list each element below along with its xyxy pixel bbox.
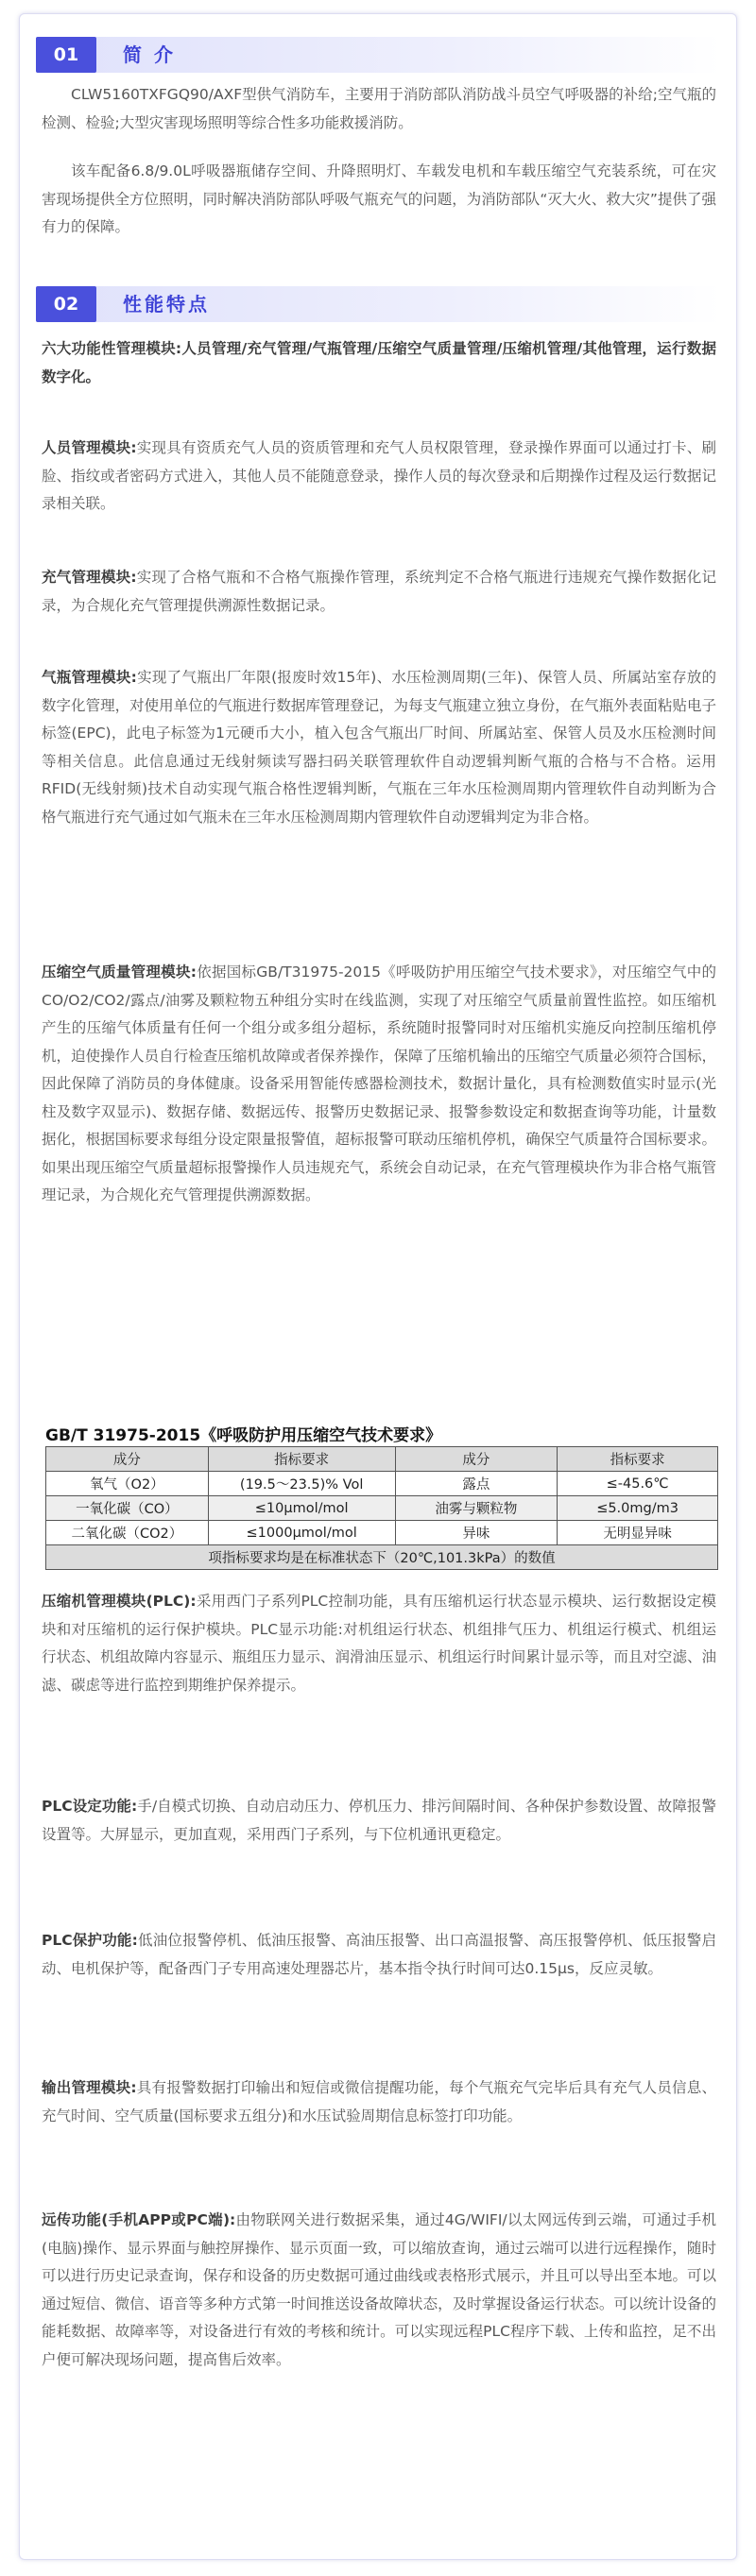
intro-paragraph-2: 该车配备6.8/9.0L呼吸器瓶储存空间、升降照明灯、车载发电机和车载压缩空气充装系统，可在灾害现场提供全方位照明，同时解决消防部队呼吸气瓶充气的问题，为消防部队“灭大火、救大灾”提供了强有力的保障。 (42, 162, 716, 235)
table-header-cell: 指标要求 (558, 1447, 718, 1472)
module-label: 充气管理模块: (42, 569, 137, 586)
module-text: 具有报警数据打印输出和短信或微信提醒功能，每个气瓶充气完毕后具有充气人员信息、充气时间、空气质量(国标要求五组分)和水压试验周期信息标签打印功能。 (42, 2079, 716, 2124)
table-cell: 无明显异味 (558, 1521, 718, 1545)
compressor-module (42, 1588, 716, 1699)
features-summary: 六大功能性管理模块:人员管理/充气管理/气瓶管理/压缩空气质量管理/压缩机管理/其他管理，运行数据数字化。 (42, 340, 716, 385)
module-text: 低油位报警停机、低油压报警、高油压报警、出口高温报警、高压报警停机、低压报警启动、电机保护等，配备西门子专用高速处理器芯片，基本指令执行时间可达0.15μs，反应灵敏。 (42, 1932, 716, 1977)
module-label: 人员管理模块: (42, 439, 137, 456)
air-quality-module (42, 959, 716, 1210)
module-label: 压缩空气质量管理模块: (42, 964, 197, 981)
module-label: 输出管理模块: (42, 2079, 137, 2096)
table-row (46, 1496, 718, 1521)
module-text: 依据国标GB/T31975-2015《呼吸防护用压缩空气技术要求》，对压缩空气中的CO/O2/CO2/露点/油雾及颗粒物五种组分实时在线监测，实现了对压缩空气质量前置性监控。如压缩机产生的压缩气体质量有任何一个组分或多组分超标，系统随时报警同时对压缩机实施反向控制压缩机停机，迫使操作人员自行检查压缩机故障或者保养操作，保障了压缩机输出的压缩空气质量必须符合国标，因此保障了消防员的身体健康。设备采用智能传感器检测技术，数据计量化，具有检测数值实时显示(光柱及数字双显示)、数据存储、数据远传、报警历史数据记录、报警参数设定和数据查询等功能，计量数据化，根据国标要求每组分设定限量报警值，超标报警可联动压缩机停机，确保空气质量符合国标要求。如果出现压缩空气质量超标报警操作人员违规充气，系统会自动记录，在充气管理模块作为非合格气瓶管理记录，为合规化充气管理提供溯源数据。 (42, 964, 717, 1203)
module-label: PLC设定功能: (42, 1798, 138, 1815)
table-cell: 二氧化碳（CO2） (46, 1521, 209, 1545)
module-label: 远传功能(手机APP或PC端): (42, 2211, 236, 2228)
table-header-cell: 指标要求 (208, 1447, 395, 1472)
section-title: 性能特点 (123, 293, 210, 316)
remote-function (42, 2207, 716, 2374)
table-footnote-row (46, 1545, 718, 1570)
section-number: 02 (36, 286, 96, 322)
table-cell: ≤5.0mg/m3 (558, 1496, 718, 1521)
module-label: 压缩机管理模块(PLC): (42, 1593, 197, 1610)
table-cell: 油雾与颗粒物 (395, 1496, 558, 1521)
table-cell: (19.5～23.5)% Vol (208, 1472, 395, 1496)
table-cell: 一氧化碳（CO） (46, 1496, 209, 1521)
table-cell: ≤-45.6℃ (558, 1472, 718, 1496)
module-text: 实现具有资质充气人员的资质管理和充气人员权限管理，登录操作界面可以通过打卡、刷脸、指纹或者密码方式进入，其他人员不能随意登录，操作人员的每次登录和后期操作过程及运行数据记录相关联。 (42, 439, 716, 512)
table-header-cell: 成分 (46, 1447, 209, 1472)
cylinder-module (42, 664, 716, 831)
personnel-module (42, 435, 716, 519)
filling-module (42, 564, 716, 620)
intro-paragraph-1: CLW5160TXFGQ90/AXF型供气消防车，主要用于消防部队消防战斗员空气呼吸器的补给;空气瓶的检测、检验;大型灾害现场照明等综合性多功能救援消防。 (42, 86, 716, 131)
table-cell: 异味 (395, 1521, 558, 1545)
table-header-cell: 成分 (395, 1447, 558, 1472)
module-label: PLC保护功能: (42, 1932, 138, 1949)
module-label: 气瓶管理模块: (42, 669, 137, 686)
module-text: 手/自模式切换、自动启动压力、停机压力、排污间隔时间、各种保护参数设置、故障报警设置等。大屏显示，更加直观，采用西门子系列，与下位机通讯更稳定。 (42, 1798, 716, 1843)
section-number: 01 (36, 37, 96, 73)
module-text: 实现了气瓶出厂年限(报废时效15年)、水压检测周期(三年)、保管人员、所属站室存放的数字化管理，对使用单位的气瓶进行数据库管理登记，为每支气瓶建立独立身份，在气瓶外表面粘贴电子标签(EPC)，此电子标签为1元硬币大小，植入包含气瓶出厂时间、所属站室、保管人员及水压检测时间等相关信息。此信息通过无线射频读写器扫码关联管理软件自动逻辑判断气瓶的合格与不合格。运用RFID(无线射频)技术自动实现气瓶合格性逻辑判断，气瓶在三年水压检测周期内管理软件自动判断为合格气瓶进行充气通过如气瓶未在三年水压检测周期内管理软件自动逻辑判定为非合格。 (42, 669, 716, 826)
table-cell: 氧气（O2） (46, 1472, 209, 1496)
table-cell: ≤10μmol/mol (208, 1496, 395, 1521)
table-row (46, 1521, 718, 1545)
table-row (46, 1472, 718, 1496)
air-quality-standard-table (45, 1446, 718, 1570)
plc-protect-function (42, 1927, 716, 1983)
output-module (42, 2074, 716, 2130)
section-header-features (36, 286, 721, 322)
module-text: 由物联网关进行数据采集，通过4G/WIFI/以太网远传到云端，可通过手机(电脑)操作、显示界面与触控屏操作、显示页面一致，可以缩放查询，通过云端可以进行远程操作，随时可以进行历史记录查询，保存和设备的历史数据可通过曲线或表格形式展示，并且可以导出至本地。可以通过短信、微信、语音等多种方式第一时间推送设备故障状态，及时掌握设备运行状态。可以统计设备的能耗数据、故障率等，对设备进行有效的考核和统计。可以实现远程PLC程序下载、上传和监控，足不出户便可解决现场问题，提高售后效率。 (42, 2211, 716, 2368)
table-header-row (46, 1447, 718, 1472)
section-header-intro (36, 37, 721, 73)
table-footnote: 项指标要求均是在标准状态下（20℃,101.3kPa）的数值 (46, 1545, 718, 1570)
table-cell: ≤1000μmol/mol (208, 1521, 395, 1545)
table-cell: 露点 (395, 1472, 558, 1496)
module-text: 采用西门子系列PLC控制功能，具有压缩机运行状态显示模块、运行数据设定模块和对压缩机的运行保护模块。PLC显示功能:对机组运行状态、机组排气压力、机组运行模式、机组运行状态、机组故障内容显示、瓶组压力显示、润滑油压显示、机组运行时间累计显示等，而且对空滤、油滤、碳虑等进行监控到期维护保养提示。 (42, 1593, 716, 1694)
section-title: 简 介 (123, 43, 176, 66)
content-card (19, 13, 737, 2560)
module-text: 实现了合格气瓶和不合格气瓶操作管理，系统判定不合格气瓶进行违规充气操作数据化记录，为合规化充气管理提供溯源性数据记录。 (42, 569, 716, 614)
plc-setting-function (42, 1793, 716, 1849)
standard-table-title: GB/T 31975-2015《呼吸防护用压缩空气技术要求》 (45, 1426, 442, 1445)
